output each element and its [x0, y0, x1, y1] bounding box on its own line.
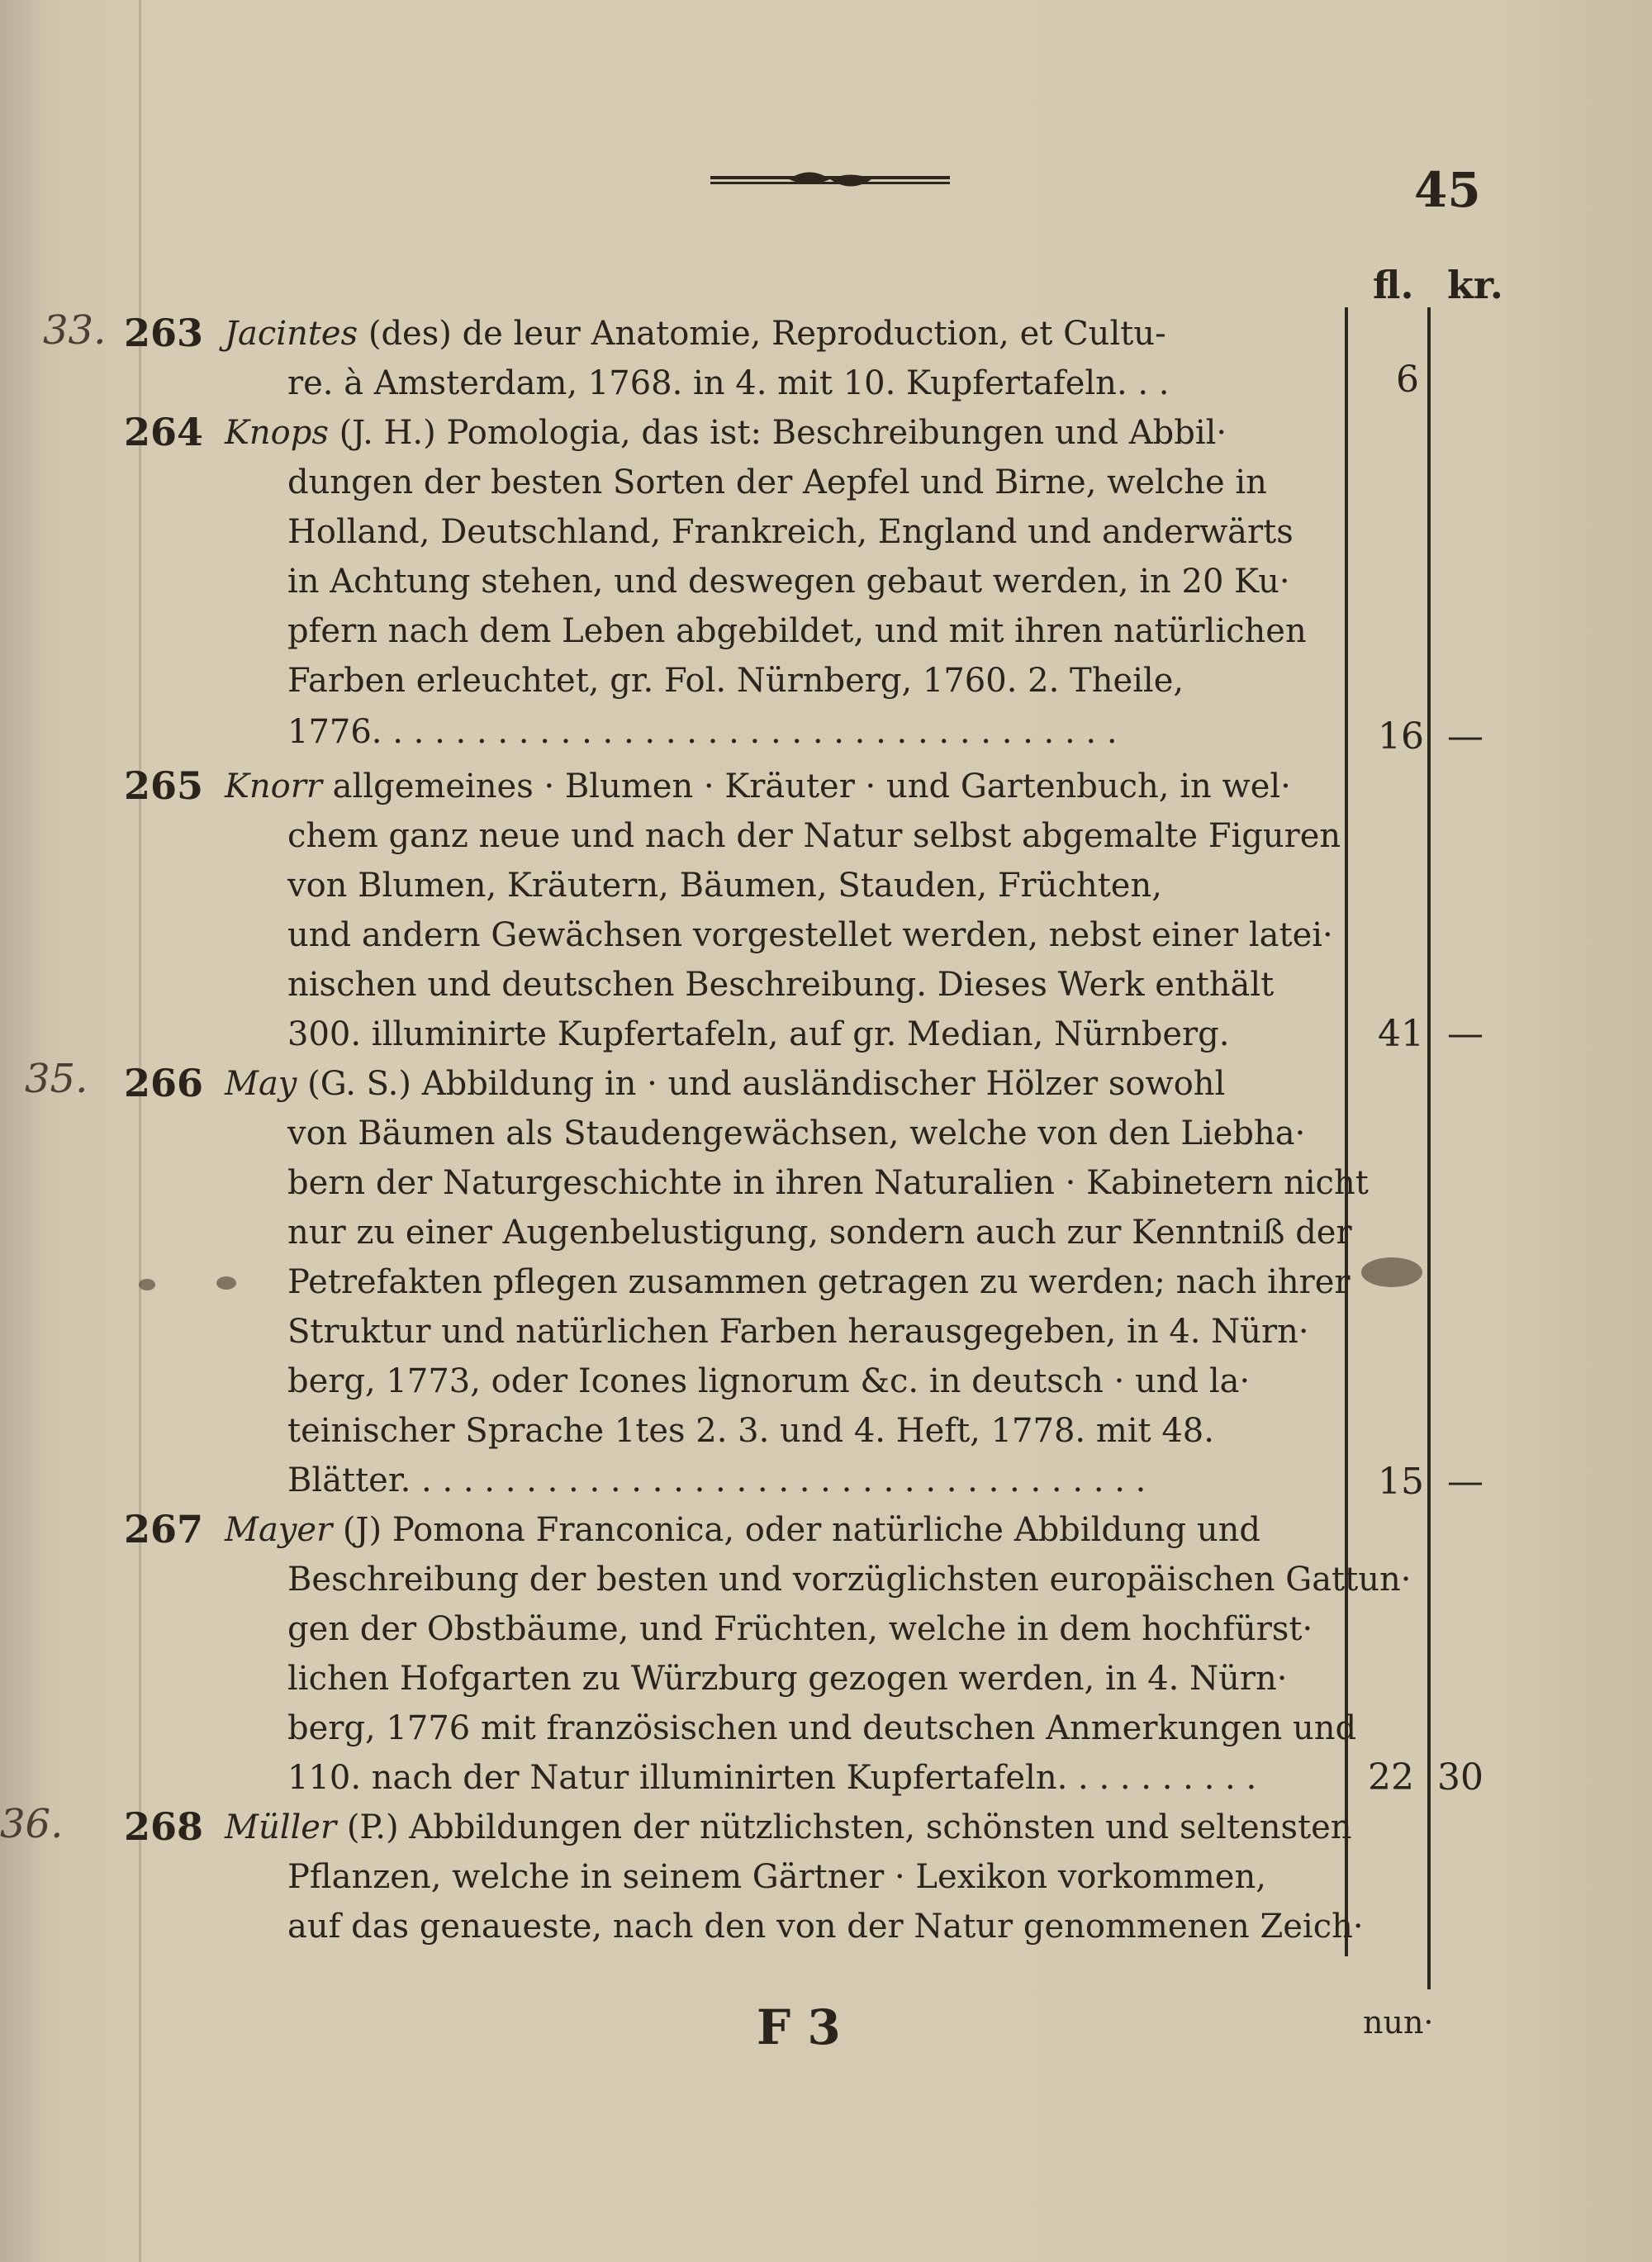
- entry-line: 110. nach der Natur illuminirten Kupfertafeln. . . . . . . . . .: [287, 1759, 1257, 1797]
- margin-note: 33.: [43, 307, 107, 354]
- price-fl: 6: [1396, 359, 1419, 401]
- entry-author: Mayer: [225, 1511, 333, 1549]
- entry-author: Knorr: [225, 767, 322, 805]
- entry-line: und andern Gewächsen vorgestellet werden, nebst einer latei·: [287, 916, 1333, 954]
- price-kr: 30: [1437, 1756, 1483, 1799]
- ink-stain: [139, 1279, 155, 1290]
- entry-line: Blätter. . . . . . . . . . . . . . . . . . . . . . . . . . . . . . . . . . . .: [287, 1461, 1146, 1499]
- entry-line: chem ganz neue und nach der Natur selbst abgemalte Figuren: [287, 817, 1341, 855]
- entry-author: Knops: [225, 414, 329, 452]
- entry-line: Mayer (J) Pomona Franconica, oder natürliche Abbildung und: [225, 1511, 1260, 1549]
- entry-line: berg, 1773, oder Icones lignorum &c. in deutsch · und la·: [287, 1362, 1251, 1400]
- ink-stain: [216, 1276, 236, 1290]
- entry-number: 266: [124, 1061, 204, 1105]
- price-kr: —: [1447, 1461, 1483, 1503]
- entry-number: 265: [124, 763, 204, 808]
- entry-line: dungen der besten Sorten der Aepfel und Birne, welche in: [287, 463, 1267, 501]
- entry-line: nur zu einer Augenbelustigung, sondern auch zur Kenntniß der: [287, 1214, 1352, 1252]
- entry-line: lichen Hofgarten zu Würzburg gezogen werden, in 4. Nürn·: [287, 1660, 1288, 1698]
- price-fl: 16: [1378, 715, 1424, 758]
- entry-line: Farben erleuchtet, gr. Fol. Nürnberg, 1760. 2. Theile,: [287, 662, 1184, 700]
- entry-line: re. à Amsterdam, 1768. in 4. mit 10. Kupfertafeln. . .: [287, 364, 1170, 402]
- entry-line: Jacintes (des) de leur Anatomie, Reproduction, et Cultu-: [225, 315, 1166, 353]
- entry-line: Knops (J. H.) Pomologia, das ist: Beschreibungen und Abbil·: [225, 414, 1227, 452]
- entry-line: Holland, Deutschland, Frankreich, England und anderwärts: [287, 513, 1294, 551]
- entry-line: auf das genaueste, nach den von der Natur genommenen Zeich·: [287, 1908, 1364, 1946]
- price-fl: 22: [1368, 1756, 1414, 1799]
- price-fl: 41: [1378, 1013, 1424, 1055]
- page-number: 45: [1414, 162, 1481, 218]
- catchword: nun·: [1363, 2004, 1434, 2041]
- margin-note: 36.: [0, 1801, 64, 1847]
- entry-line: von Blumen, Kräutern, Bäumen, Stauden, Früchten,: [287, 867, 1162, 905]
- entry-line: pfern nach dem Leben abgebildet, und mit ihren natürlichen: [287, 612, 1307, 650]
- entry-line: von Bäumen als Staudengewächsen, welche von den Liebha·: [287, 1114, 1306, 1152]
- entry-author: May: [225, 1065, 297, 1103]
- entry-line: Beschreibung der besten und vorzüglichsten europäischen Gattun·: [287, 1561, 1412, 1599]
- entry-line: 300. illuminirte Kupfertafeln, auf gr. Median, Nürnberg.: [287, 1015, 1230, 1053]
- signature-mark: F 3: [757, 1999, 841, 2055]
- entry-line: Pflanzen, welche in seinem Gärtner · Lexikon vorkommen,: [287, 1858, 1266, 1896]
- entry-author: Müller: [225, 1808, 337, 1846]
- price-kr: —: [1447, 715, 1483, 758]
- entry-line: teinischer Sprache 1tes 2. 3. und 4. Heft, 1778. mit 48.: [287, 1412, 1214, 1450]
- entry-line: bern der Naturgeschichte in ihren Naturalien · Kabinetern nicht: [287, 1164, 1369, 1202]
- entry-number: 263: [124, 311, 204, 355]
- entry-line: May (G. S.) Abbildung in · und ausländischer Hölzer sowohl: [225, 1065, 1226, 1103]
- price-kr: —: [1447, 1013, 1483, 1055]
- price-fl: 15: [1378, 1461, 1424, 1503]
- entry-line: in Achtung stehen, und deswegen gebaut werden, in 20 Ku·: [287, 563, 1290, 601]
- margin-note: 35.: [25, 1056, 88, 1102]
- column-rule-right: [1427, 307, 1431, 1989]
- column-header-kr: kr.: [1447, 263, 1503, 307]
- entry-number: 268: [124, 1804, 204, 1849]
- entry-author: Jacintes: [225, 315, 358, 353]
- entry-line: Petrefakten pflegen zusammen getragen zu werden; nach ihrer: [287, 1263, 1351, 1301]
- entry-line: 1776. . . . . . . . . . . . . . . . . . . . . . . . . . . . . . . . . . . .: [287, 713, 1118, 751]
- column-header-fl: fl.: [1373, 263, 1414, 307]
- entry-number: 267: [124, 1507, 204, 1552]
- entry-line: Struktur und natürlichen Farben herausgegeben, in 4. Nürn·: [287, 1313, 1309, 1351]
- entry-line: berg, 1776 mit französischen und deutschen Anmerkungen und: [287, 1709, 1357, 1747]
- entry-number: 264: [124, 410, 204, 454]
- ink-stain: [1361, 1257, 1422, 1287]
- entry-line: Knorr allgemeines · Blumen · Kräuter · und Gartenbuch, in wel·: [225, 767, 1291, 805]
- entry-line: nischen und deutschen Beschreibung. Dieses Werk enthält: [287, 966, 1275, 1004]
- entry-line: gen der Obstbäume, und Früchten, welche in dem hochfürst·: [287, 1610, 1313, 1648]
- entry-line: Müller (P.) Abbildungen der nützlichsten, schönsten und seltensten: [225, 1808, 1352, 1846]
- header-ornament: [710, 165, 950, 193]
